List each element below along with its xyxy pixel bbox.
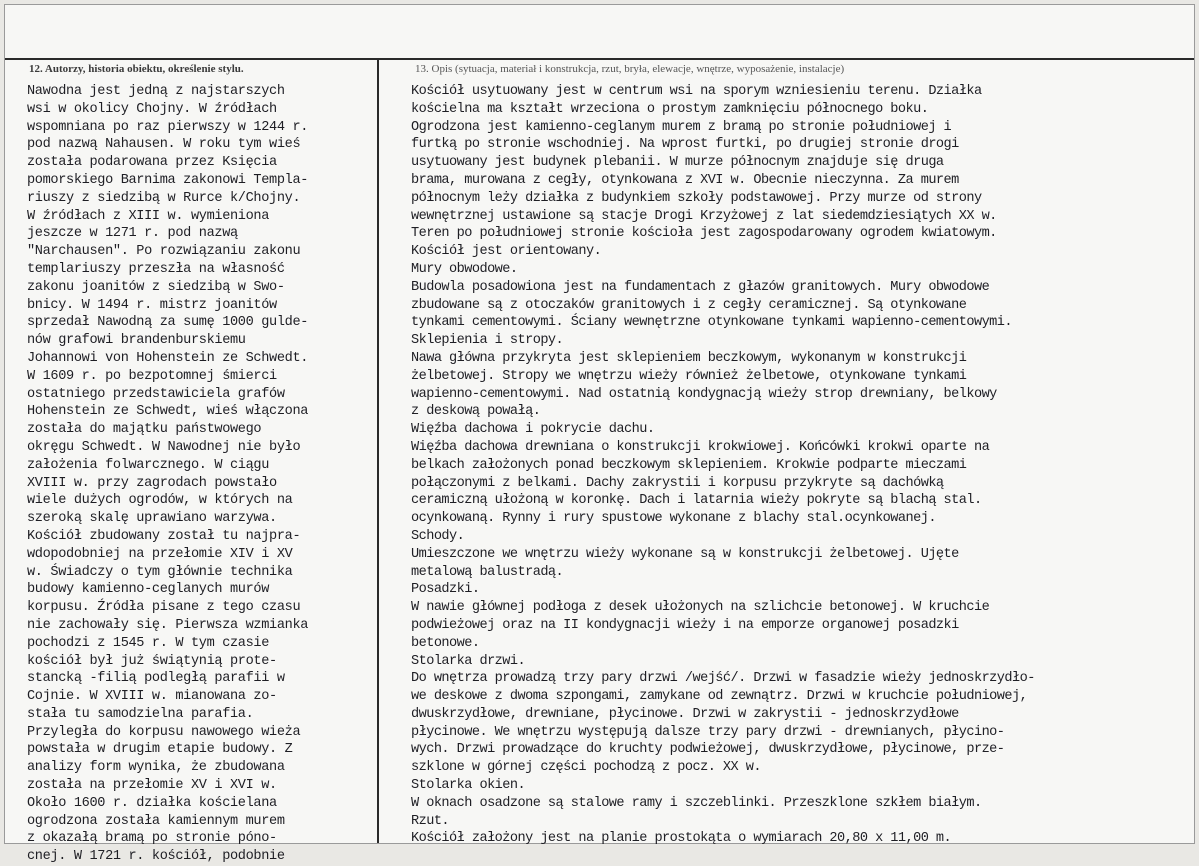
column-divider (377, 60, 379, 843)
text-line: budowy kamienno-ceglanych murów (27, 582, 270, 598)
text-line: wych. Drzwi prowadzące do kruchty podwieżowej, dwuskrzydłowe, płycinowe, prze- (411, 742, 1005, 758)
text-line: Cojnie. W XVIII w. mianowana zo- (27, 689, 277, 705)
text-line: powstała w drugim etapie budowy. Z (27, 742, 293, 758)
text-line: pod nazwą Nahausen. W roku tym wieś (27, 137, 301, 153)
text-line: W oknach osadzone są stalowe ramy i szczeblinki. Przeszklone szkłem białym. (411, 795, 982, 811)
text-line: została podarowana przez Księcia (27, 155, 277, 171)
history-text-column (27, 83, 372, 866)
text-line: ostatniego przedstawiciela grafów (27, 386, 285, 402)
text-line: pochodzi z 1545 r. W tym czasie (27, 635, 270, 651)
text-line: Johannowi von Hohenstein ze Schwedt. (27, 350, 309, 366)
text-line: jeszcze w 1271 r. pod nazwą (27, 226, 238, 242)
text-line: Kościół jest orientowany. (411, 244, 602, 260)
text-line: W 1609 r. po bezpotomnej śmierci (27, 368, 277, 384)
text-line: wdopodobniej na przełomie XIV i XV (27, 546, 293, 562)
text-line: połączonymi z belkami. Dachy zakrystii i korpusu przykryte są dachówką (411, 475, 944, 491)
text-line: zbudowane są z otoczaków granitowych i z cegły ceramicznej. Są otynkowane (411, 297, 967, 313)
text-line: kościół był już świątynią prote- (27, 653, 277, 669)
text-line: Teren po południowej stronie kościoła jest zagospodarowany ogrodem kwiatowym. (411, 226, 997, 242)
text-line: Posadzki. (411, 582, 480, 598)
text-line: cnej. W 1721 r. kościół, podobnie (27, 849, 285, 865)
text-line: dwuskrzydłowe, drewniane, płycinowe. Drzwi w zakrystii - jednoskrzydłowe (411, 706, 959, 722)
text-line: wewnętrznej ustawione są stacje Drogi Krzyżowej z lat siedemdziesiątych XX w. (411, 208, 997, 224)
text-line: furtką po stronie wschodniej. Na wprost furtki, po drugiej stronie drogi (411, 137, 959, 153)
text-line: sprzedał Nawodną za sumę 1000 gulde- (27, 315, 309, 331)
text-line: "Narchausen". Po rozwiązaniu zakonu (27, 244, 301, 260)
text-line: Do wnętrza prowadzą trzy pary drzwi /wejść/. Drzwi w fasadzie wieży jednoskrzydło- (411, 671, 1035, 687)
section-12-header: 12. Autorzy, historia obiektu, określenie stylu. (29, 63, 244, 75)
text-line: wsi w okolicy Chojny. W źródłach (27, 101, 277, 117)
text-line: wiele dużych ogrodów, w których na (27, 493, 293, 509)
text-line: templariuszy przeszła na własność (27, 261, 285, 277)
text-line: Rzut. (411, 813, 450, 829)
text-line: Kościół zbudowany został tu najpra- (27, 528, 301, 544)
description-text-column (411, 83, 1196, 848)
text-line: W nawie głównej podłoga z desek ułożonych na szlichcie betonowej. W kruchcie (411, 600, 990, 616)
text-line: tynkami cementowymi. Ściany wewnętrzne otynkowane tynkami wapienno-cementowymi. (411, 315, 1012, 331)
text-line: została na przełomie XV i XVI w. (27, 778, 277, 794)
text-line: północnym leży działka z budynkiem szkoły podstawowej. Przy murze od strony (411, 190, 982, 206)
text-line: podwieżowej oraz na II kondygnacji wieży i na emporze organowej posadzki (411, 617, 959, 633)
text-line: bnicy. W 1494 r. mistrz joanitów (27, 297, 277, 313)
text-line: Około 1600 r. działka kościelana (27, 795, 277, 811)
text-line: pomorskiego Barnima zakonowi Templa- (27, 172, 309, 188)
text-line: w. Świadczy o tym głównie technika (27, 564, 293, 580)
text-line: Więźba dachowa i pokrycie dachu. (411, 422, 655, 438)
text-line: Kościół założony jest na planie prostokąta o wymiarach 20,80 x 11,00 m. (411, 831, 952, 847)
text-line: kościelna ma kształt wrzeciona o prostym zamknięciu północnego boku. (411, 101, 929, 117)
text-line: Schody. (411, 528, 465, 544)
text-line: założenia folwarcznego. W ciągu (27, 457, 270, 473)
text-line: wapienno-cementowymi. Nad ostatnią kondygnacją wieży strop drewniany, belkowy (411, 386, 997, 402)
text-line: ceramiczną ułożoną w koronkę. Dach i latarnia wieży pokryte są blachą stal. (411, 493, 982, 509)
text-line: XVIII w. przy zagrodach powstało (27, 475, 277, 491)
text-line: ogrodzona została kamiennym murem (27, 813, 285, 829)
text-line: Sklepienia i stropy. (411, 333, 564, 349)
text-line: brama, murowana z cegły, otynkowana z XVI w. Obecnie nieczynna. Za murem (411, 172, 959, 188)
text-line: z deskową powałą. (411, 404, 541, 420)
text-line: szklone w górnej części pochodzą z pocz. XX w. (411, 760, 761, 776)
text-line: żelbetowej. Stropy we wnętrzu wieży również żelbetowe, otynkowane tynkami (411, 368, 967, 384)
text-line: analizy form wynika, że zbudowana (27, 760, 285, 776)
text-line: Więźba dachowa drewniana o konstrukcji krokwiowej. Końcówki krokwi oparte na (411, 439, 990, 455)
text-line: Przyległa do korpusu nawowego wieża (27, 724, 301, 740)
text-line: Nawa główna przykryta jest sklepieniem beczkowym, wykonanym w konstrukcji (411, 350, 967, 366)
text-line: Ogrodzona jest kamienno-ceglanym murem z bramą po stronie południowej i (411, 119, 952, 135)
text-line: została do majątku państwowego (27, 422, 262, 438)
text-line: riuszy z siedzibą w Rurce k/Chojny. (27, 190, 301, 206)
text-line: wspomniana po raz pierwszy w 1244 r. (27, 119, 309, 135)
header-rule (5, 58, 1194, 60)
text-line: belkach założonych ponad beczkowym sklepieniem. Krokwie podparte mieczami (411, 457, 967, 473)
text-line: we deskowe z dwoma szpongami, zamykane od zewnątrz. Drzwi w kruchcie południowej, (411, 689, 1028, 705)
text-line: Stolarka drzwi. (411, 653, 526, 669)
text-line: betonowe. (411, 635, 480, 651)
text-line: Stolarka okien. (411, 778, 526, 794)
section-13-header: 13. Opis (sytuacja, materiał i konstrukcja, rzut, bryła, elewacje, wnętrze, wyposażenie, instalacje) (415, 63, 845, 75)
text-line: płycinowe. We wnętrzu występują dalsze trzy pary drzwi - drewnianych, płycino- (411, 724, 1005, 740)
text-line: Umieszczone we wnętrzu wieży wykonane są w konstrukcji żelbetowej. Ujęte (411, 546, 959, 562)
text-line: usytuowany jest budynek plebanii. W murze północnym znajduje się druga (411, 155, 944, 171)
text-line: ocynkowaną. Rynny i rury spustowe wykonane z blachy stal.ocynkowanej. (411, 511, 936, 527)
text-line: okręgu Schwedt. W Nawodnej nie było (27, 439, 301, 455)
text-line: zakonu joanitów z siedzibą w Swo- (27, 279, 285, 295)
text-line: metalową balustradą. (411, 564, 564, 580)
text-line: Kościół usytuowany jest w centrum wsi na sporym wzniesieniu terenu. Działka (411, 84, 982, 99)
text-line: stała tu samodzielna parafia. (27, 706, 254, 722)
text-line: Budowla posadowiona jest na fundamentach z głazów granitowych. Mury obwodowe (411, 279, 990, 295)
text-line: Hohenstein ze Schwedt, wieś włączona (27, 404, 309, 420)
text-line: korpusu. Źródła pisane z tego czasu (27, 600, 301, 616)
text-line: nie zachowały się. Pierwsza wzmianka (27, 617, 309, 633)
text-line: W źródłach z XIII w. wymieniona (27, 208, 270, 224)
text-line: szeroką skalę uprawiano warzywa. (27, 511, 277, 527)
text-line: stancką -filią podległą parafii w (27, 671, 285, 687)
text-line: Mury obwodowe. (411, 261, 518, 277)
text-line: Nawodna jest jedną z najstarszych (27, 84, 285, 99)
text-line: nów grafowi brandenburskiemu (27, 333, 246, 349)
inventory-card (4, 4, 1195, 865)
text-line: z okazałą bramą po stronie póno- (27, 831, 277, 847)
